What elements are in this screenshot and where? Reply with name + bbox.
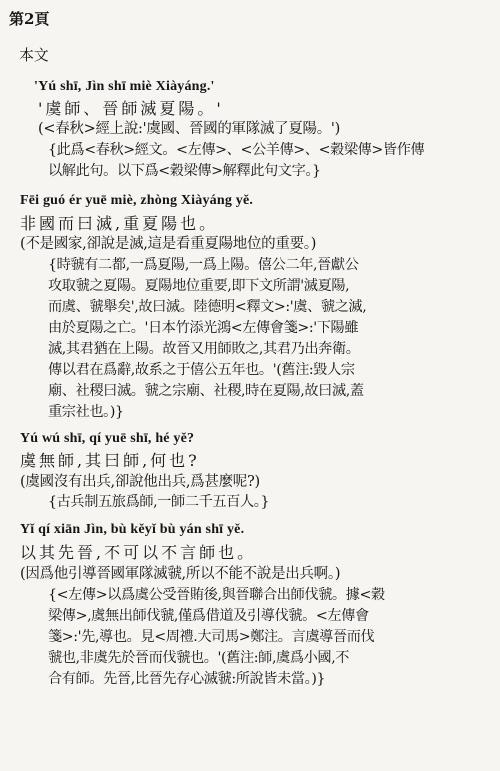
- annotation-line: {<左傳>以爲虞公受晉賄後,與晉聯合出師伐虢。據<穀: [48, 587, 385, 603]
- original-text-line: 虞無師,其曰師,何也?: [20, 451, 200, 470]
- translation-line: (虞國沒有出兵,卻說他出兵,爲甚麼呢?): [20, 474, 260, 490]
- annotation-line: 合有師。先晉,比晉先存心滅虢:所說皆未當。)}: [48, 671, 326, 687]
- annotation-line: 虢也,非虞先於晉而伐虢也。'(舊注:師,虞爲小國,不: [48, 650, 350, 666]
- annotation-line: 廟、社稷曰滅。虢之宗廟、社稷,時在夏陽,故曰滅,蓋: [48, 383, 364, 399]
- pinyin-line: Yǐ qí xiān Jìn, bù kěyǐ bù yán shī yě.: [20, 522, 245, 537]
- translation-line: (因爲他引導晉國軍隊滅虢,所以不能不說是出兵啊。): [20, 566, 341, 582]
- pinyin-line: Fēi guó ér yuē miè, zhòng Xiàyáng yě.: [20, 193, 254, 208]
- annotation-line: 箋>:'先,導也。見<周禮.大司馬>鄭注。言虞導晉而伐: [48, 629, 375, 645]
- annotation-line: 滅,其君猶在上陽。故晉又用師敗之,其君乃出奔衛。: [48, 341, 360, 357]
- pinyin-line: 'Yú shī, Jìn shī miè Xiàyáng.': [34, 79, 215, 94]
- section-title: 本文: [19, 46, 49, 64]
- annotation-line: 以解此句。以下爲<穀梁傳>解釋此句文字。}: [48, 163, 321, 179]
- translation-line: (不是國家,卻說是滅,這是看重夏陽地位的重要。): [20, 236, 317, 252]
- annotation-line: 傳以君在爲辭,故系之于僖公五年也。'(舊注:毀人宗: [48, 362, 355, 378]
- annotation-line: 梁傳>,虞無出師伐虢,僅爲借道及引導伐虢。<左傳會: [48, 608, 369, 624]
- original-text-line: 以其先晉,不可以不言師也。: [20, 543, 257, 562]
- pinyin-line: Yú wú shī, qí yuē shī, hé yě?: [20, 431, 195, 446]
- annotation-line: 攻取虢之夏陽。夏陽地位重要,即下文所謂'滅夏陽,: [48, 278, 350, 294]
- translation-line: (<春秋>經上說:'虞國、晉國的軍隊滅了夏陽。'): [38, 121, 340, 137]
- original-text-line: '虞師、晉師滅夏陽。': [38, 99, 224, 118]
- annotation-line: 重宗社也。)}: [48, 404, 124, 420]
- annotation-line: {此爲<春秋>經文。<左傳>、<公羊傳>、<穀梁傳>皆作傳: [48, 142, 425, 158]
- annotation-line: 而虞、虢舉矣',故曰滅。陸德明<釋文>:'虞、虢之滅,: [48, 299, 367, 315]
- original-text-line: 非國而曰滅,重夏陽也。: [20, 214, 219, 233]
- page-number: 第2頁: [9, 10, 50, 28]
- annotation-line: 由於夏陽之亡。'日本竹添光鴻<左傳會箋>:'下陽雖: [48, 320, 359, 336]
- annotation-line: {古兵制五旅爲師,一師二千五百人。}: [48, 494, 270, 510]
- annotation-line: {時虢有二都,一爲夏陽,一爲上陽。僖公二年,晉獻公: [48, 257, 359, 273]
